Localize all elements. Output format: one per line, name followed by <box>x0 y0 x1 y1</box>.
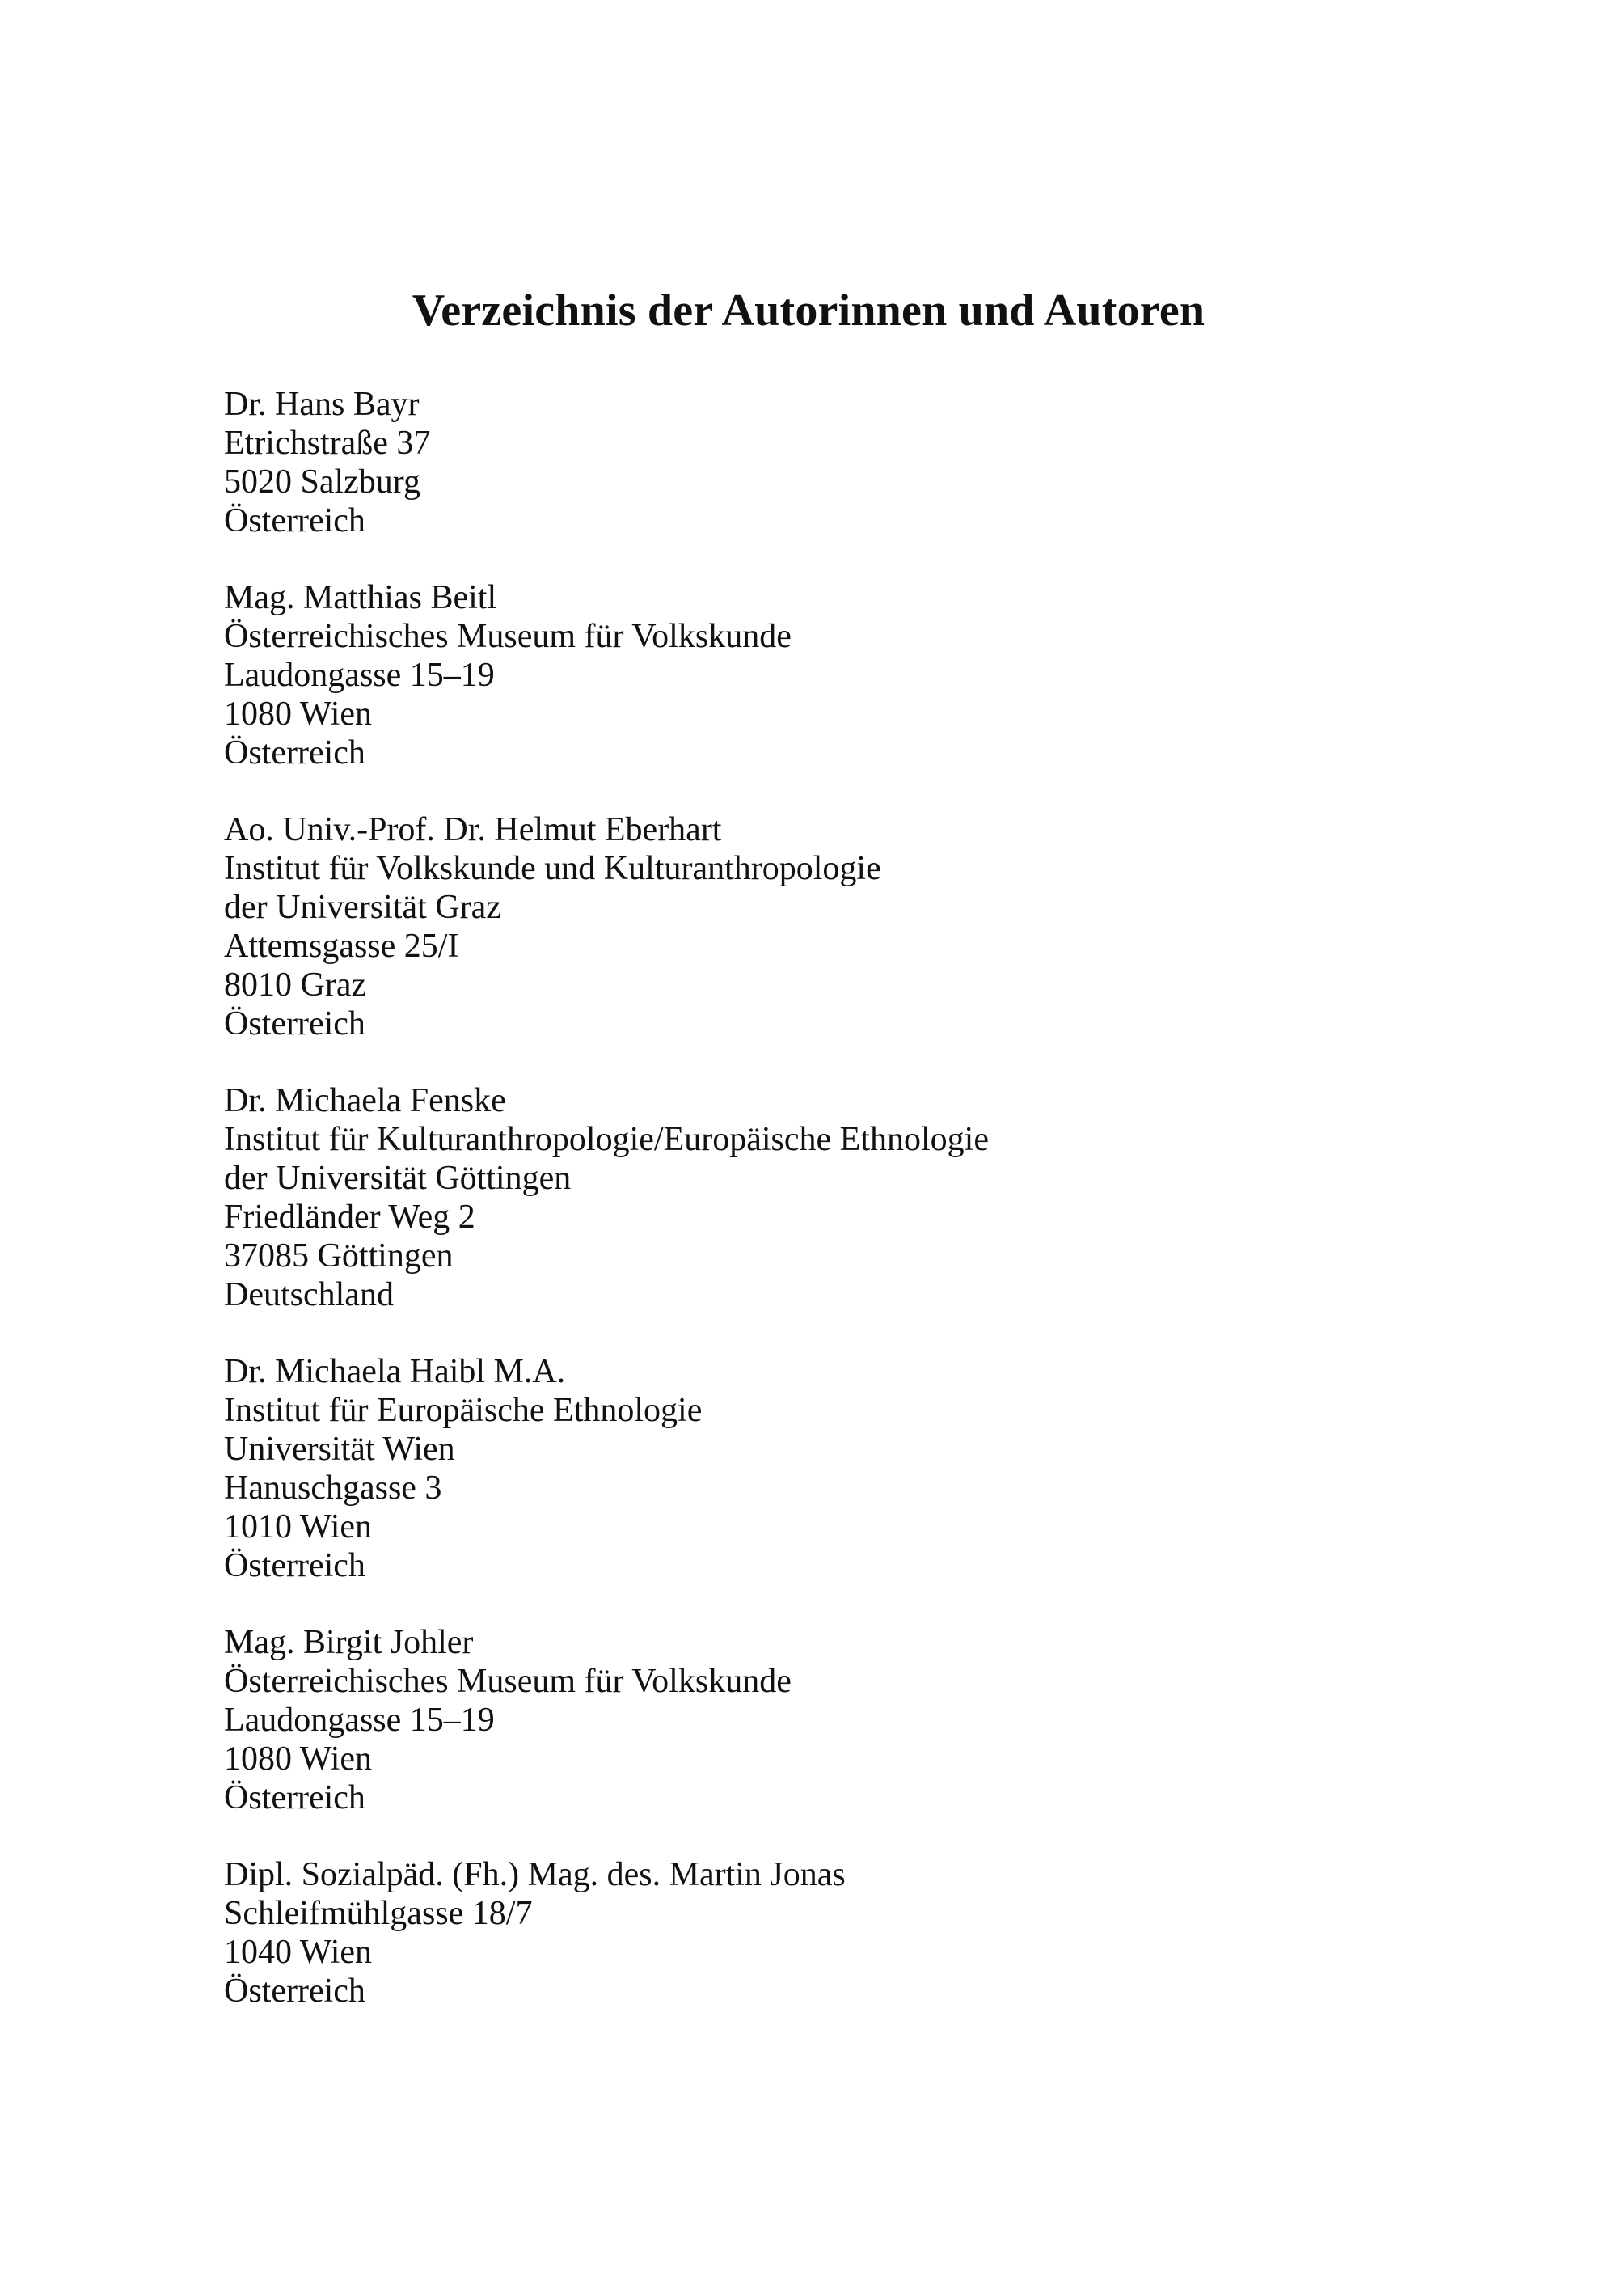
author-list <box>224 385 1437 2049</box>
address-line: Österreich <box>224 734 365 772</box>
address-line: Laudongasse 15–19 <box>224 657 495 694</box>
address-line: Attemsgasse 25/I <box>224 928 459 965</box>
address-line: Deutschland <box>224 1276 394 1313</box>
author-entry <box>224 810 1437 1043</box>
address-line: 37085 Göttingen <box>224 1237 454 1275</box>
author-name: Mag. Birgit Johler <box>224 1624 474 1661</box>
address-line: 8010 Graz <box>224 966 367 1004</box>
address-line: 1040 Wien <box>224 1934 373 1971</box>
address-line: 1010 Wien <box>224 1508 373 1545</box>
address-line: Österreich <box>224 1779 365 1816</box>
address-line: Institut für Europäische Ethnologie <box>224 1392 703 1429</box>
address-line: Institut für Volkskunde und Kulturanthropologie <box>224 850 881 887</box>
author-name: Dr. Michaela Haibl M.A. <box>224 1353 566 1390</box>
author-name: Dr. Michaela Fenske <box>224 1082 506 1119</box>
page-title: Verzeichnis der Autorinnen und Autoren <box>412 285 1205 336</box>
address-line: Österreichisches Museum für Volkskunde <box>224 1663 792 1700</box>
author-name: Ao. Univ.-Prof. Dr. Helmut Eberhart <box>224 811 722 848</box>
address-line: der Universität Graz <box>224 889 501 926</box>
address-line: 1080 Wien <box>224 1740 373 1778</box>
address-line: Österreichisches Museum für Volkskunde <box>224 618 792 655</box>
address-line: Österreich <box>224 1973 365 2010</box>
address-line: 5020 Salzburg <box>224 463 421 501</box>
author-entry <box>224 385 1437 540</box>
address-line: Österreich <box>224 1005 365 1042</box>
address-line: Schleifmühlgasse 18/7 <box>224 1895 533 1932</box>
address-line: Österreich <box>224 502 365 539</box>
author-entry <box>224 1623 1437 1817</box>
address-line: Hanuschgasse 3 <box>224 1469 442 1507</box>
address-line: Etrichstraße 37 <box>224 425 431 462</box>
author-name: Mag. Matthias Beitl <box>224 579 497 616</box>
address-line: Laudongasse 15–19 <box>224 1702 495 1739</box>
address-line: Friedländer Weg 2 <box>224 1199 475 1236</box>
author-entry <box>224 1352 1437 1585</box>
author-name: Dr. Hans Bayr <box>224 386 420 423</box>
author-entry <box>224 1855 1437 2011</box>
address-line: Universität Wien <box>224 1431 455 1468</box>
address-line: Institut für Kulturanthropologie/Europäische Ethnologie <box>224 1121 989 1158</box>
author-name: Dipl. Sozialpäd. (Fh.) Mag. des. Martin Jonas <box>224 1856 846 1893</box>
address-line: 1080 Wien <box>224 696 373 733</box>
address-line: der Universität Göttingen <box>224 1160 572 1197</box>
author-entry <box>224 1081 1437 1314</box>
author-entry <box>224 578 1437 772</box>
address-line: Österreich <box>224 1547 365 1584</box>
